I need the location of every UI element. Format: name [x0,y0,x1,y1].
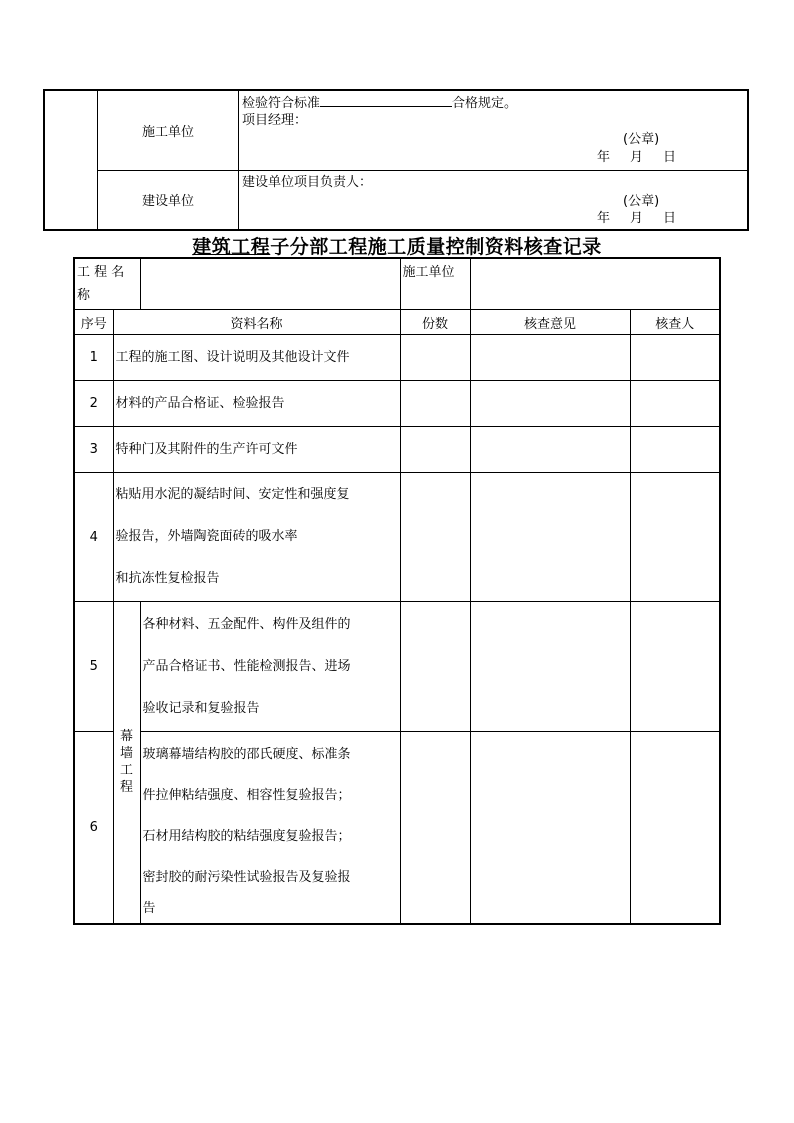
owner-date: 年 月 日 [597,210,677,226]
row-copies [400,602,470,732]
main-contractor-label: 施工单位 [400,258,470,310]
owner-sign-cell [239,170,749,230]
owner-seal: (公章) [623,193,660,209]
row-checker [630,381,720,427]
table-row [74,732,720,924]
row-opinion [470,335,630,381]
row-copies [400,473,470,602]
row-opinion [470,602,630,732]
row-copies [400,381,470,427]
project-name-value [140,258,400,310]
header-name: 资料名称 [113,310,400,335]
contractor-label: 施工单位 [98,90,239,170]
row-seq: 2 [74,381,113,427]
contractor-text-suffix: 合格规定。 [452,96,518,111]
owner-responsible-label: 建设单位项目负责人： [242,174,373,190]
row-copies [400,427,470,473]
row-checker [630,473,720,602]
curtain-wall-label: 幕墙工程 [113,602,140,924]
contractor-date: 年 月 日 [597,150,677,165]
table-row [74,427,720,473]
title-part2: 子分部工程施工质量控制资料核查记录 [270,236,602,258]
signoff-table [43,89,749,231]
row-name: 玻璃幕墙结构胶的邵氏硬度、标准条 件拉伸粘结强度、相容性复验报告； 石材用结构胶的粘结强度复验报告； 密封胶的耐污染性试验报告及复验报 告 [140,732,400,924]
row-seq: 4 [74,473,113,602]
table-row [74,602,720,732]
row-opinion [470,473,630,602]
table-row [74,473,720,602]
row-checker [630,732,720,924]
header-copies: 份数 [400,310,470,335]
row-seq: 5 [74,602,113,732]
row-name: 工程的施工图、设计说明及其他设计文件 [113,335,400,381]
contractor-seal: (公章) [623,132,660,147]
row-seq: 1 [74,335,113,381]
header-checker: 核查人 [630,310,720,335]
row-opinion [470,381,630,427]
row-name: 特种门及其附件的生产许可文件 [113,427,400,473]
row-seq: 6 [74,732,113,924]
owner-label: 建设单位 [98,170,239,230]
row-checker [630,335,720,381]
header-seq: 序号 [74,310,113,335]
row-name: 各种材料、五金配件、构件及组件的 产品合格证书、性能检测报告、进场 验收记录和复验报告 [140,602,400,732]
row-copies [400,732,470,924]
row-opinion [470,732,630,924]
header-opinion: 核查意见 [470,310,630,335]
row-checker [630,427,720,473]
row-opinion [470,427,630,473]
standard-blank [320,94,452,107]
row-name: 粘贴用水泥的凝结时间、安定性和强度复 验报告，外墙陶瓷面砖的吸水率 和抗冻性复检报告 [113,473,400,602]
contractor-text-prefix: 检验符合标准 [242,96,321,111]
title-part1: 建筑工程 [192,236,271,258]
project-manager-label: 项目经理： [242,113,308,128]
table-row [74,381,720,427]
check-record-table [73,257,721,925]
contractor-sign-cell [239,90,749,170]
row-copies [400,335,470,381]
row-seq: 3 [74,427,113,473]
blank-cell [44,90,98,230]
table-row [74,335,720,381]
page-title [0,232,794,259]
main-contractor-value [470,258,720,310]
row-name: 材料的产品合格证、检验报告 [113,381,400,427]
row-checker [630,602,720,732]
project-name-label: 工 程 名 称 [74,258,140,310]
